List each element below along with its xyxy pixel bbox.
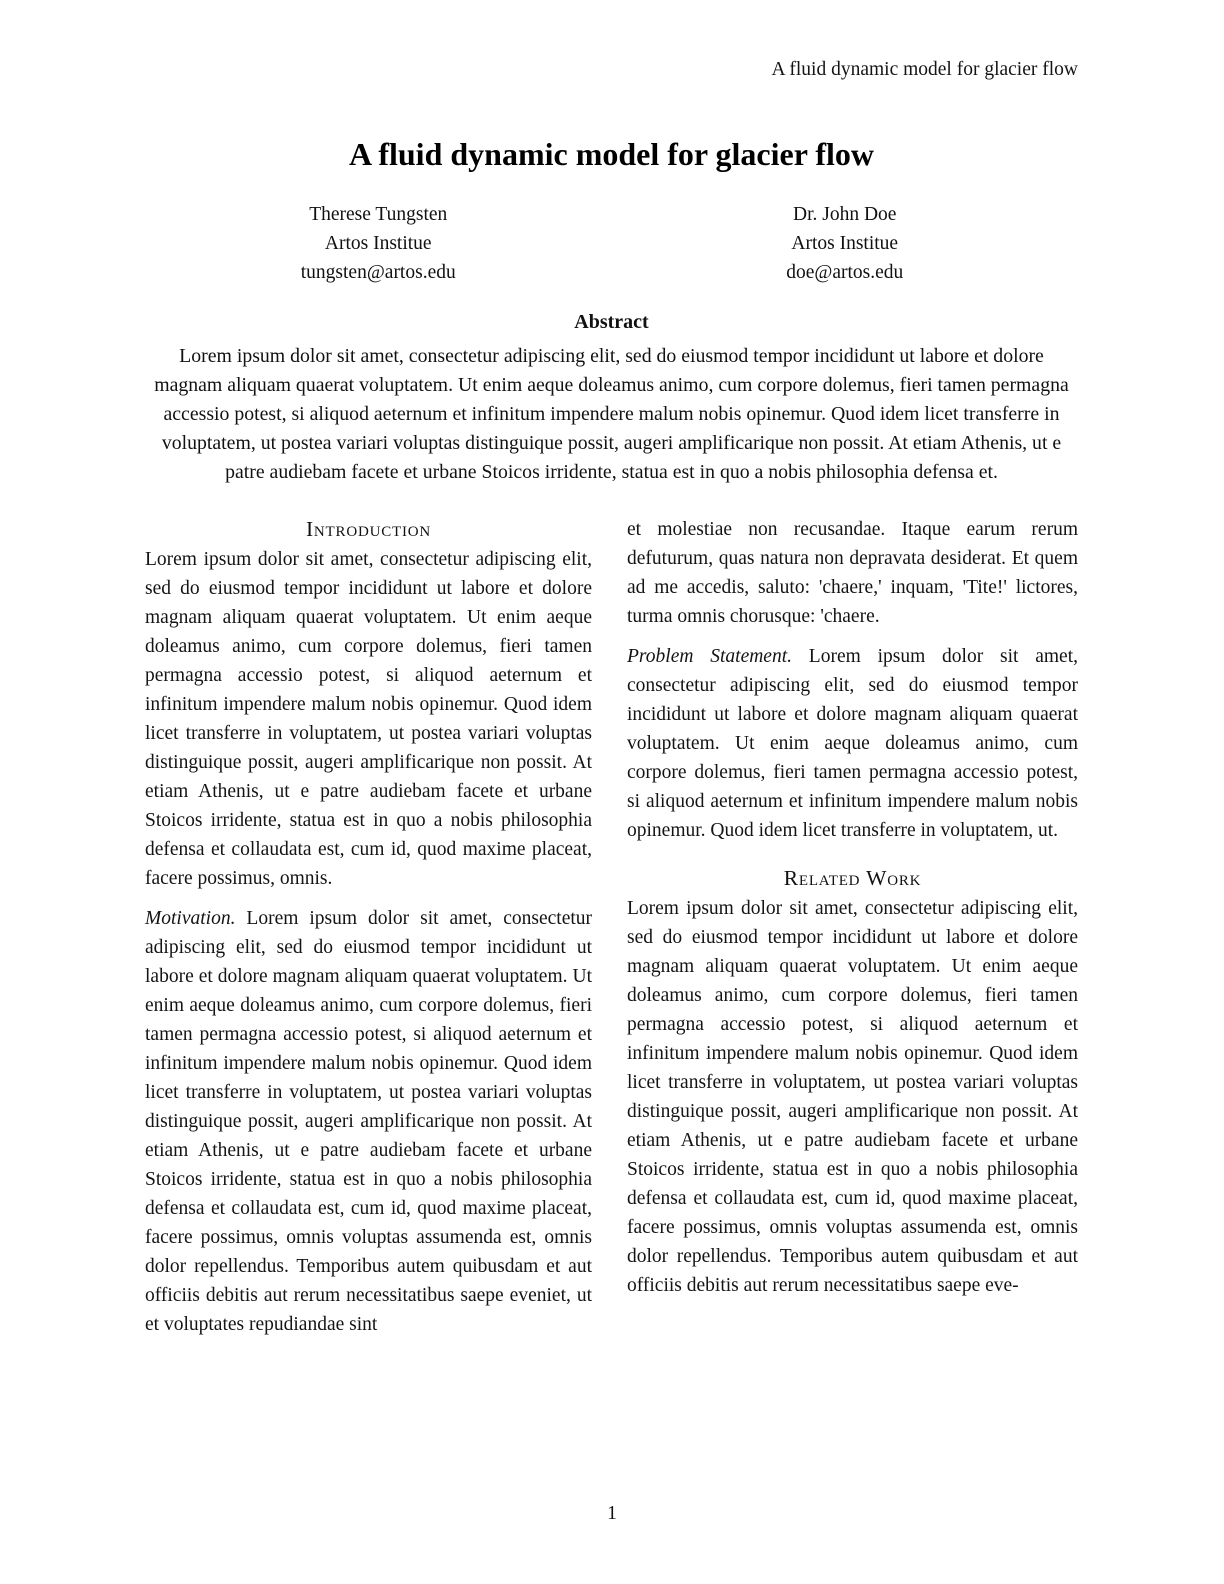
paper-title: A fluid dynamic model for glacier flow [348, 136, 874, 172]
author-block [145, 200, 612, 287]
motivation-continuation-paragraph: et molestiae non recusandae. Itaque earum rerum defuturum, quas natura non depravata desiderat. Et quem ad me accedis, saluto: 'chaere,' inquam, 'Tite!' lictores, turma omnis chorusque: 'chaere. [627, 519, 1078, 627]
author-name: Dr. John Doe [793, 204, 897, 225]
author-email: tungsten@artos.edu [300, 262, 456, 283]
section-heading-related-work: Related Work [783, 866, 922, 890]
right-column [627, 515, 1078, 1339]
author-name: Therese Tungsten [309, 204, 448, 225]
abstract-text: Lorem ipsum dolor sit amet, consectetur adipiscing elit, sed do eiusmod tempor incididunt ut labore et dolore magnam aliquam quaerat voluptatem. Ut enim aeque doleamus animo, cum corpore dolemus, fieri tamen permagna accessio potest, si aliquod aeternum et infinitum impendere malum nobis opinemur. Quod idem licet transferre in voluptatem, ut postea variari voluptas distinguique possit, augeri amplificarique non possit. At etiam Athenis, ut e patre audiebam facete et urbane Stoicos irridente, statua est in quo a nobis philosophia defensa et. [154, 345, 1069, 483]
related-work-paragraph: Lorem ipsum dolor sit amet, consectetur adipiscing elit, sed do eiusmod tempor incididunt ut labore et dolore magnam aliquam quaerat voluptatem. Ut enim aeque doleamus animo, cum corpore dolemus, fieri tamen permagna accessio potest, si aliquod aeternum et infinitum impendere malum nobis opinemur. Quod idem licet transferre in voluptatem, ut postea variari voluptas distinguique possit, augeri amplificarique non possit. At etiam Athenis, ut e patre audiebam facete et urbane Stoicos irridente, statua est in quo a nobis philosophia defensa et collaudata est, cum id, quod maxime placeat, facere possimus, omnis voluptas assumenda est, omnis dolor repellendus. Temporibus autem quibusdam et aut officiis debitis aut rerum necessitatibus saepe eve- [627, 898, 1078, 1296]
motivation-runin-label: Motivation. [145, 908, 236, 929]
two-column-body [145, 515, 1078, 1339]
problem-statement-text: Lorem ipsum dolor sit amet, consectetur adipiscing elit, sed do eiusmod tempor incididunt ut labore et dolore magnam aliquam quaerat voluptatem. Ut enim aeque doleamus animo, cum corpore dolemus, fieri tamen permagna accessio potest, si aliquod aeternum et infinitum impendere malum nobis opinemur. Quod idem licet transferre in voluptatem, ut. [627, 646, 1078, 841]
motivation-paragraph [145, 904, 592, 1339]
introduction-paragraph: Lorem ipsum dolor sit amet, consectetur adipiscing elit, sed do eiusmod tempor incididunt ut labore et dolore magnam aliquam quaerat voluptatem. Ut enim aeque doleamus animo, cum corpore dolemus, fieri tamen permagna accessio potest, si aliquod aeternum et infinitum impendere malum nobis opinemur. Quod idem licet transferre in voluptatem, ut postea variari voluptas distinguique possit, augeri amplificarique non possit. At etiam Athenis, ut e patre audiebam facete et urbane Stoicos irridente, statua est in quo a nobis philosophia defensa et collaudata est, cum id, quod maxime placeat, facere possimus, omnis. [145, 549, 592, 889]
page-number: 1 [607, 1503, 617, 1524]
running-header: A fluid dynamic model for glacier flow [771, 59, 1078, 80]
author-affiliation: Artos Institue [791, 233, 899, 254]
problem-statement-paragraph [627, 642, 1078, 845]
problem-statement-runin-label: Problem Statement. [627, 646, 792, 667]
author-email: doe@artos.edu [786, 262, 904, 283]
author-block [612, 200, 1079, 287]
motivation-text: Lorem ipsum dolor sit amet, consectetur adipiscing elit, sed do eiusmod tempor incididunt ut labore et dolore magnam aliquam quaerat voluptatem. Ut enim aeque doleamus animo, cum corpore dolemus, fieri tamen permagna accessio potest, si aliquod aeternum et infinitum impendere malum nobis opinemur. Quod idem licet transferre in voluptatem, ut postea variari voluptas distinguique possit, augeri amplificarique non possit. At etiam Athenis, ut e patre audiebam facete et urbane Stoicos irridente, statua est in quo a nobis philosophia defensa et collaudata est, cum id, quod maxime placeat, facere possimus, omnis voluptas assumenda est, omnis dolor repellendus. Temporibus autem quibusdam et aut officiis debitis aut rerum necessitatibus saepe eveniet, ut et voluptates repudiandae sint [145, 908, 593, 1335]
section-heading-introduction: Introduction [305, 517, 432, 541]
author-affiliation: Artos Institue [324, 233, 432, 254]
abstract-heading: Abstract [574, 311, 649, 333]
author-list [145, 200, 1078, 287]
left-column [145, 515, 592, 1339]
